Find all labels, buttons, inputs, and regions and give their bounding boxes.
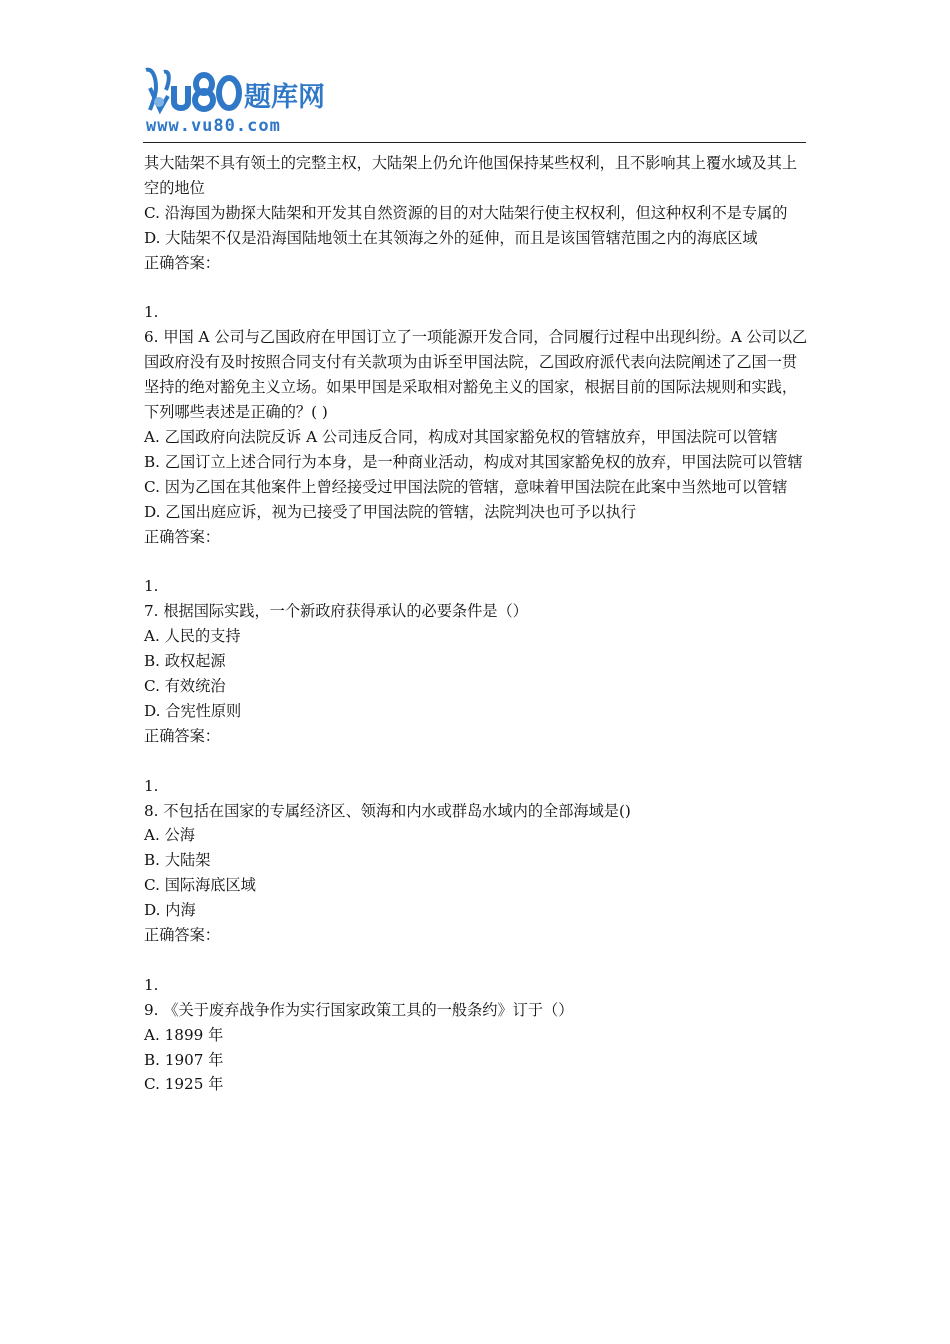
option-c: C. 国际海底区域 xyxy=(144,876,256,895)
option-d: D. 内海 xyxy=(144,901,196,920)
question-index: 1. xyxy=(144,776,159,795)
intro-option-c: C. 沿海国为勘探大陆架和开发其自然资源的目的对大陆架行使主权权利，但这种权利不是专属的 xyxy=(144,203,788,222)
logo-chinese-text: 题库网 xyxy=(244,82,325,113)
spacer xyxy=(144,276,808,301)
option-c: C. 1925 年 xyxy=(144,1075,224,1094)
question-text: 9. 《关于废弃战争作为实行国家政策工具的一般条约》订于（） xyxy=(144,1000,574,1019)
intro-option-d: D. 大陆架不仅是沿海国陆地领土在其领海之外的延伸，而且是该国管辖范围之内的海底区域 xyxy=(144,228,758,247)
option-a: A. 1899 年 xyxy=(144,1025,224,1044)
header-divider xyxy=(143,142,806,143)
intro-answer-label: 正确答案： xyxy=(144,253,220,272)
answer-label: 正确答案： xyxy=(144,926,220,945)
spacer xyxy=(144,749,808,774)
option-b: B. 大陆架 xyxy=(144,851,211,870)
question-index: 1. xyxy=(144,303,159,322)
question-text: 7. 根据国际实践，一个新政府获得承认的必要条件是（） xyxy=(144,602,528,621)
logo-graphic xyxy=(142,66,342,116)
answer-label: 正确答案： xyxy=(144,726,220,745)
site-logo xyxy=(142,66,342,140)
option-a: A. 人民的支持 xyxy=(144,627,241,646)
question-text: 6. 甲国 A 公司与乙国政府在甲国订立了一项能源开发合同，合同履行过程中出现纠纷。A 公司以乙国政府没有及时按照合同支付有关款项为由诉至甲国法院，乙国政府派代表向法院阐述了乙国一贯坚持的绝对豁免主义立场。如果甲国是采取相对豁免主义的国家，根据目前的国际法规则和实践，下列哪些表述是正确的？( ) xyxy=(144,328,808,422)
option-c: C. 有效统治 xyxy=(144,677,226,695)
option-b: B. 政权起源 xyxy=(144,652,226,671)
option-c: C. 因为乙国在其他案件上曾经接受过甲国法院的管辖，意味着甲国法院在此案中当然地可以管辖 xyxy=(144,477,788,496)
spacer xyxy=(144,948,808,973)
option-b: B. 乙国订立上述合同行为本身，是一种商业活动，构成对其国家豁免权的放弃，甲国法院可以管辖 xyxy=(144,452,803,471)
question-text: 8. 不包括在国家的专属经济区、领海和内水或群岛水域内的全部海域是() xyxy=(144,801,631,820)
answer-label: 正确答案： xyxy=(144,527,220,546)
intro-line: 其大陆架不具有领土的完整主权，大陆架上仍允许他国保持某些权利，且不影响其上覆水域及其上空的地位 xyxy=(144,154,798,197)
question-index: 1. xyxy=(144,975,159,994)
logo-url[interactable]: www.vu80.com xyxy=(146,116,281,136)
option-a: A. 乙国政府向法院反诉 A 公司违反合同，构成对其国家豁免权的管辖放弃，甲国法院可以管辖 xyxy=(144,427,778,446)
option-b: B. 1907 年 xyxy=(144,1050,224,1069)
spacer xyxy=(144,549,808,574)
option-a: A. 公海 xyxy=(144,826,195,845)
option-d: D. 乙国出庭应诉，视为已接受了甲国法院的管辖，法院判决也可予以执行 xyxy=(144,502,637,521)
document-body xyxy=(144,151,808,1097)
option-d: D. 合宪性原则 xyxy=(144,701,242,720)
question-index: 1. xyxy=(144,577,159,596)
